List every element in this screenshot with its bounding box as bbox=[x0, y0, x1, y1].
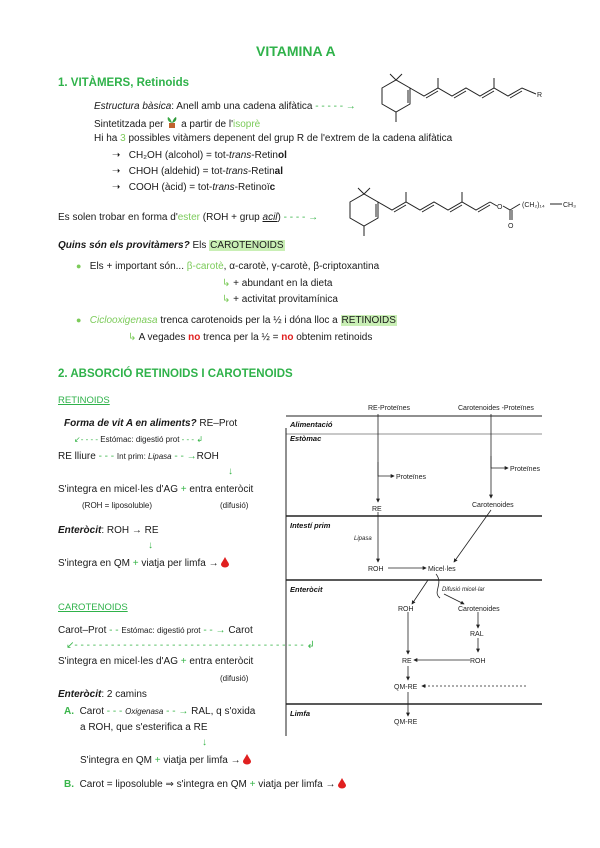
path-a-qm-line: S'integra en QM + viatja per limfa → bbox=[80, 754, 251, 766]
carotenoids-subheading: CAROTENOIDS bbox=[58, 602, 128, 613]
proteins-label-2: Proteïnes bbox=[510, 466, 540, 473]
dashed-arrow: - - - - - → bbox=[315, 101, 356, 112]
carot-proteins-label: Carotenoides -Proteïnes bbox=[458, 405, 534, 412]
synthesis-line: Sintetitzada per a partir de l'isoprè bbox=[94, 119, 261, 130]
section-label-estomac: Estòmac bbox=[290, 434, 322, 443]
blood-drop-icon bbox=[243, 754, 251, 764]
carot-prot-line: Carot–Prot - - Estómac: digestió prot - - → Carot bbox=[58, 625, 253, 636]
retinoids-food-line: Forma de vit A en aliments? RE–Prot bbox=[64, 418, 238, 429]
ester-chain-label: (CH₂)₁₄ bbox=[522, 202, 545, 209]
roh-label: ROH bbox=[368, 566, 384, 573]
roh-enterocyte-label: ROH bbox=[398, 606, 414, 613]
micelles-label: Micel·les bbox=[428, 566, 456, 573]
carotenoid-subpoint: ↳ + abundant en la dieta bbox=[222, 278, 333, 289]
arrow-icon: ➝ bbox=[112, 166, 121, 177]
oxygenase-subpoint: ↳ A vegades no trenca per la ½ = no obtenim retinoids bbox=[128, 332, 373, 343]
re-proteins-label: RE-Proteïnes bbox=[368, 405, 411, 412]
re-enterocyte-label: RE bbox=[402, 658, 412, 665]
page-title: VITAMINA A bbox=[256, 43, 336, 59]
section-label-enterocit: Enteròcit bbox=[290, 585, 323, 594]
provitamers-line: Quins són els provitàmers? Els CAROTENOIDS bbox=[58, 240, 284, 251]
stomach-step: ↙- - - - Estómac: digestió prot - - - ↲ bbox=[74, 435, 204, 444]
carbonyl-oxygen: O bbox=[508, 223, 514, 230]
retinyl-ester-structure bbox=[340, 188, 580, 240]
section-label-intesti: Intestí prim bbox=[290, 521, 331, 530]
lipasa-label: Lipasa bbox=[354, 536, 372, 542]
micelle-line: S'integra en micel·les d'AG + entra enteròcit bbox=[58, 484, 254, 495]
path-a-second-line: a ROH, que s'esterifica a RE bbox=[80, 722, 208, 733]
re-label: RE bbox=[372, 506, 382, 513]
micellar-diffusion-label: Difusió micel·lar bbox=[442, 587, 485, 593]
absorption-diagram bbox=[286, 405, 542, 736]
down-arrow: ↓ bbox=[202, 737, 207, 748]
structure-line: Estructura bàsica: Anell amb una cadena alifàtica - - - - - → bbox=[94, 101, 356, 112]
diffusion-note: (difusió) bbox=[220, 501, 249, 510]
r-group-label: R bbox=[537, 92, 543, 99]
vitamer-item: ➝ CHOH (aldehid) = tot-trans-Retinal bbox=[112, 166, 283, 177]
qm-re-label: QM-RE bbox=[394, 684, 418, 691]
carot-diffusion-note: (difusió) bbox=[220, 674, 249, 683]
qm-re-lymph-label: QM-RE bbox=[394, 719, 418, 726]
retinoids-subheading: RETINOIDS bbox=[58, 395, 110, 406]
arrow-icon: ➝ bbox=[112, 150, 121, 161]
down-arrow: ↓ bbox=[228, 466, 233, 477]
ral-label: RAL bbox=[470, 631, 484, 638]
carotenoid-bullet: ● Els + important són... β-carotè, α-carotè, γ-carotè, β-criptoxantina bbox=[76, 261, 380, 272]
qm-line: S'integra en QM + viatja per limfa → bbox=[58, 557, 229, 569]
vitamer-item: ➝ COOH (àcid) = tot-trans-Retinoïc bbox=[112, 182, 276, 193]
section-1-heading: 1. VITÀMERS, Retinoids bbox=[58, 77, 189, 89]
section-label-alimentacio: Alimentació bbox=[290, 420, 333, 429]
arrow-icon: ↳ bbox=[128, 332, 137, 343]
arrow-icon: ↳ bbox=[222, 278, 231, 289]
plant-icon bbox=[166, 117, 178, 128]
vitamer-item: ➝ CH₂OH (alcohol) = tot-trans-Retinol bbox=[112, 150, 287, 161]
section-2-heading: 2. ABSORCIÓ RETINOIDS I CAROTENOIDS bbox=[58, 368, 293, 380]
carotenoid-subpoint: ↳ + activitat provitamínica bbox=[222, 294, 338, 305]
dashed-return-arrow: ↙- - - - - - - - - - - - - - - - - - - - - - - - - - - - - - - - - - - - - - ↲ bbox=[66, 640, 315, 651]
enterocyte-line: Enteròcit: ROH → RE bbox=[58, 525, 159, 536]
carot-micelle-line: S'integra en micel·les d'AG + entra enteròcit bbox=[58, 656, 254, 667]
carotenoides-label: Carotenoides bbox=[472, 502, 514, 509]
roh-from-ral-label: ROH bbox=[470, 658, 486, 665]
section-label-limfa: Limfa bbox=[290, 709, 311, 718]
dashed-arrow: - - - - → bbox=[283, 212, 319, 223]
oxygenase-bullet: ● Ciclooxigenasa trenca carotenoids per la ½ i dóna lloc a RETINOIDS bbox=[76, 315, 396, 326]
path-a-line: A. Carot - - - Oxigenasa - - → RAL, q s'oxida bbox=[64, 706, 256, 717]
arrow-icon: ↳ bbox=[222, 294, 231, 305]
retinoid-structure bbox=[370, 74, 545, 134]
free-re-line: RE lliure - - - Int prim: Lipasa - - →ROH bbox=[58, 451, 219, 462]
blood-drop-icon bbox=[221, 557, 229, 567]
liposoluble-note: (ROH = liposoluble) bbox=[82, 501, 153, 510]
ester-line: Es solen trobar en forma d'ester (ROH + grup acil) - - - - → bbox=[58, 212, 319, 223]
arrow-icon: ➝ bbox=[112, 182, 121, 193]
bullet-icon: ● bbox=[76, 315, 82, 325]
blood-drop-icon bbox=[338, 778, 346, 788]
ester-oxygen: O bbox=[497, 204, 503, 211]
path-b-line: B. Carot = liposoluble ⇒ s'integra en QM + viatja per limfa → bbox=[64, 778, 346, 790]
carotenoides-enterocyte-label: Carotenoides bbox=[458, 606, 500, 613]
down-arrow: ↓ bbox=[148, 540, 153, 551]
vitamers-line: Hi ha 3 possibles vitàmers depenent del grup R de l'extrem de la cadena alifàtica bbox=[94, 133, 453, 144]
bullet-icon: ● bbox=[76, 261, 82, 271]
ester-ch3-label: CH₃ bbox=[563, 202, 576, 209]
proteins-label-1: Proteïnes bbox=[396, 474, 426, 481]
carot-enterocyte-line: Enteròcit: 2 camins bbox=[58, 689, 147, 700]
